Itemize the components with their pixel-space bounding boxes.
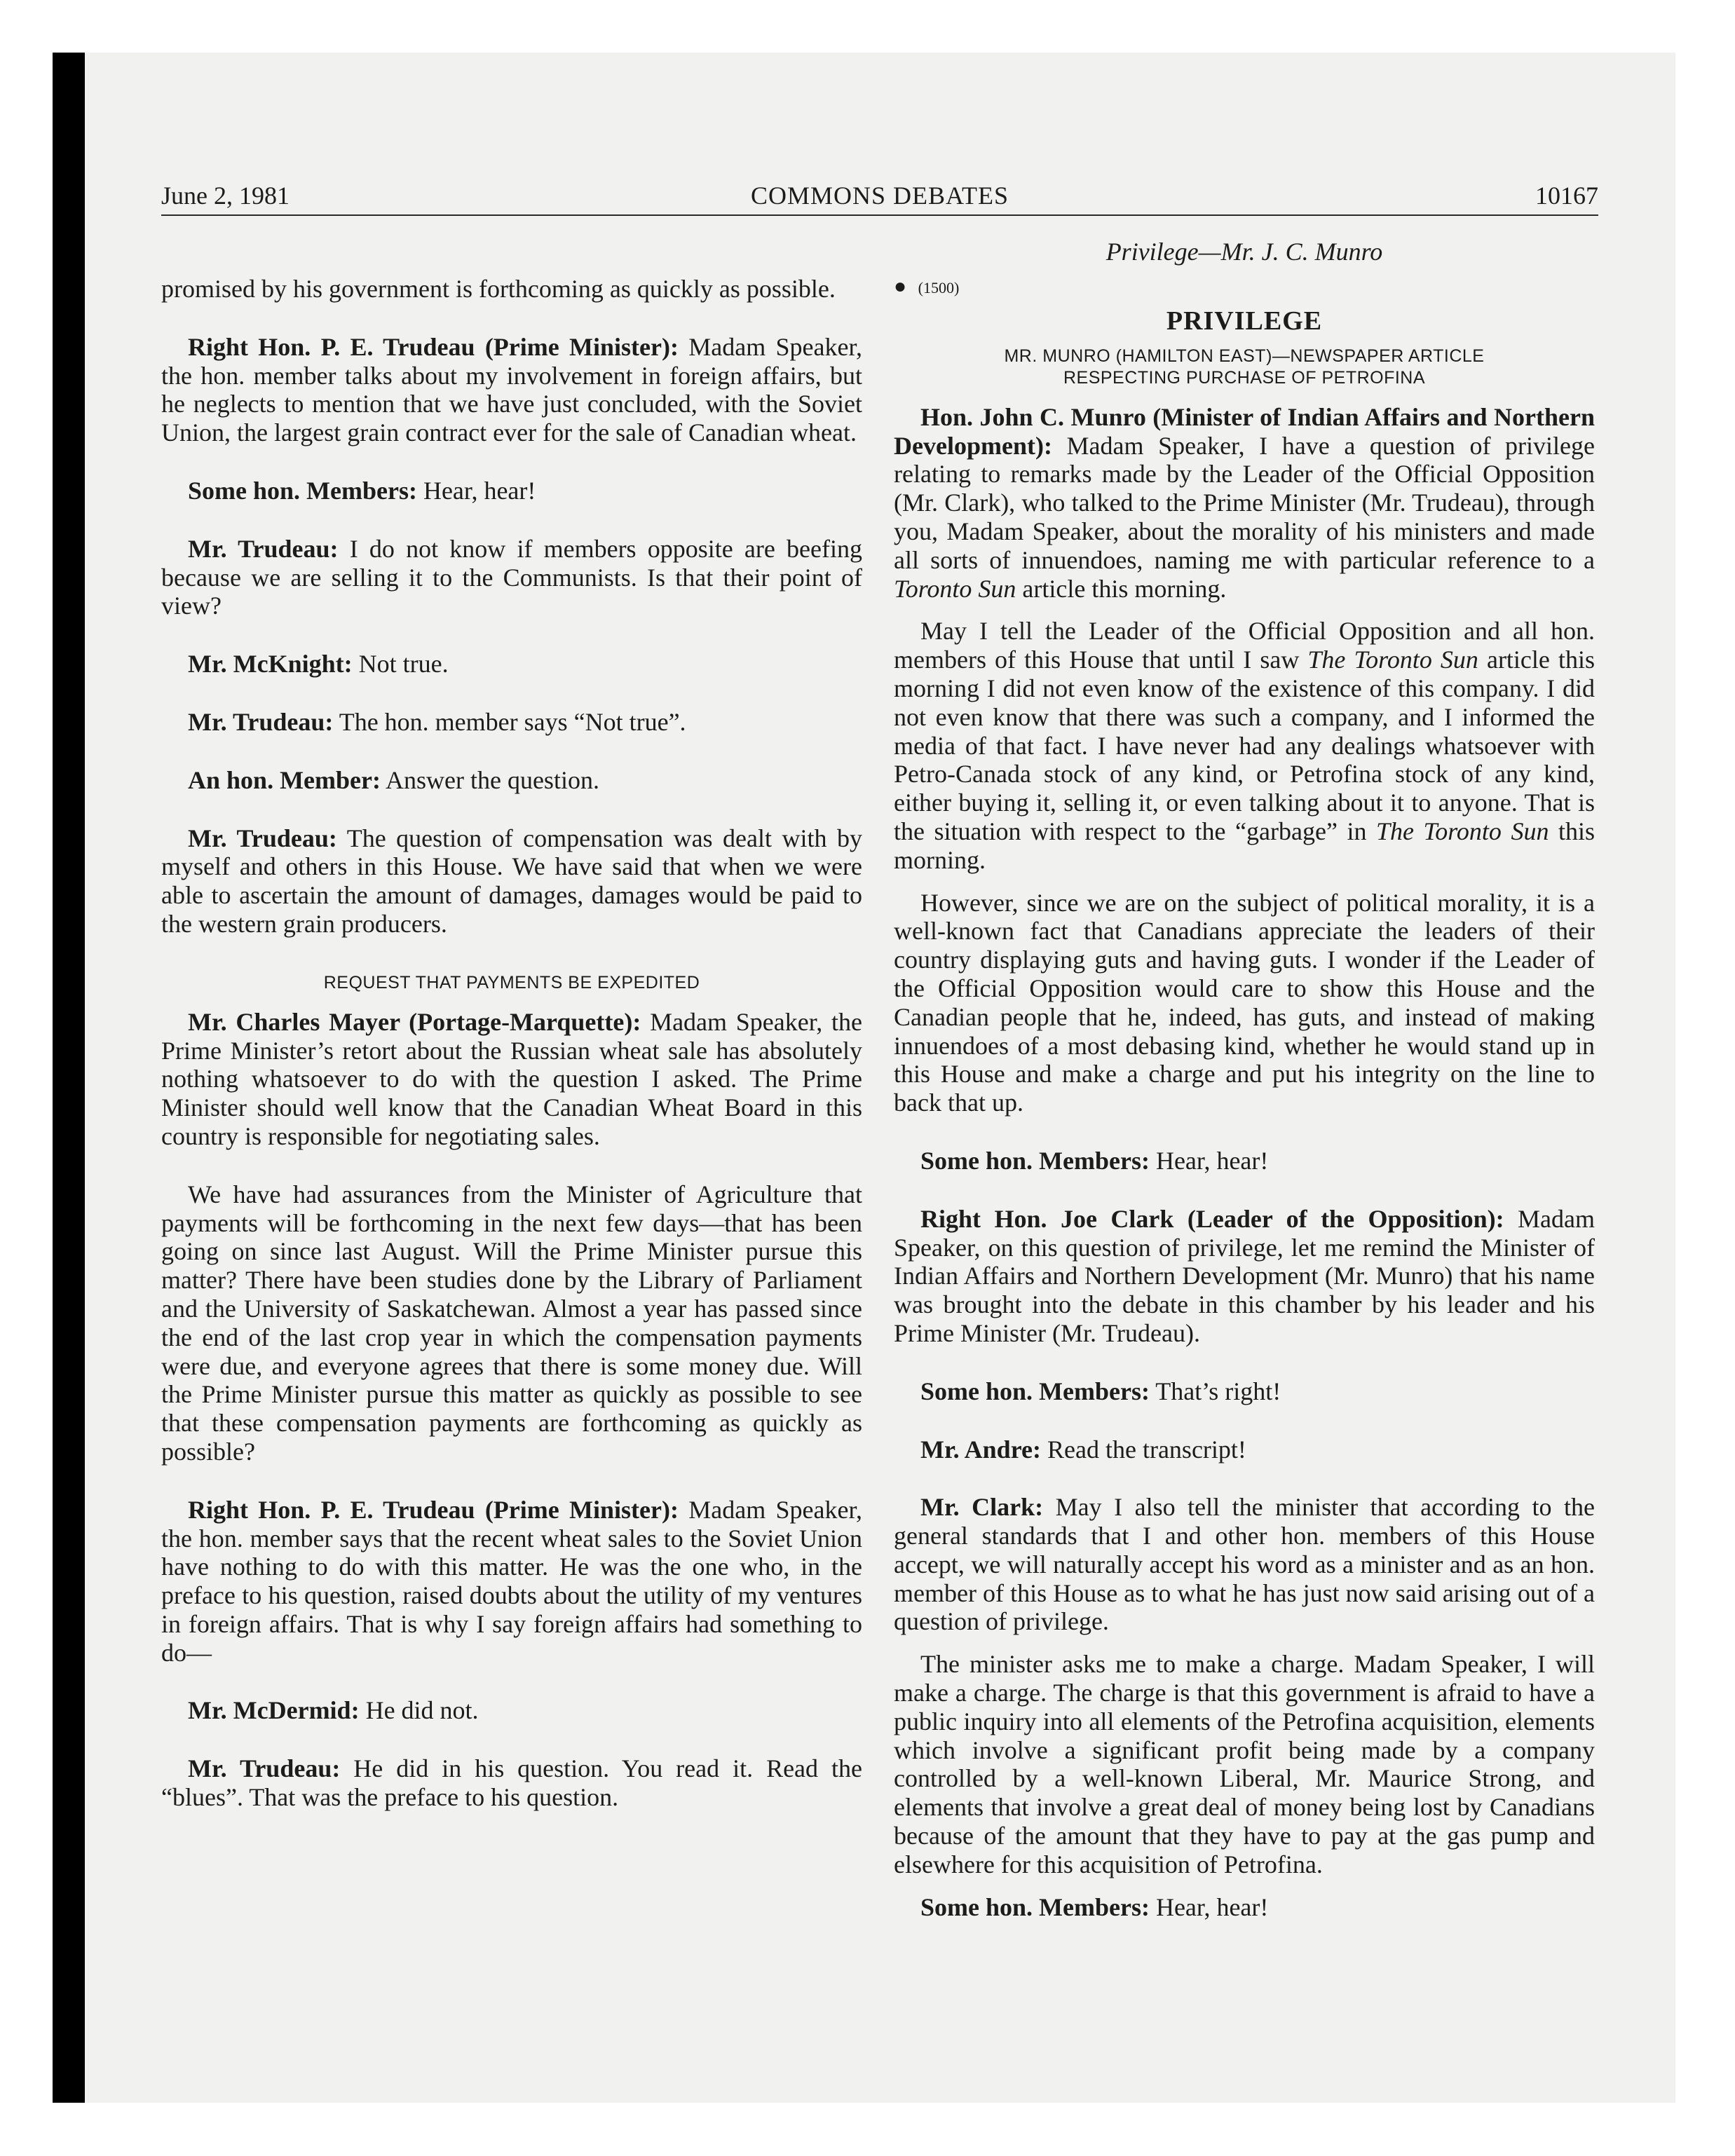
speaker: Some hon. Members: <box>920 1892 1150 1921</box>
speaker: Some hon. Members: <box>920 1377 1150 1405</box>
section-heading: PRIVILEGE <box>1166 306 1323 336</box>
binding-edge <box>53 53 85 2103</box>
section-subheading: REQUEST THAT PAYMENTS BE EXPEDITED <box>323 972 700 992</box>
paragraph: We have had assurances from the Minister of Agriculture that payments will be forthcoming in the next few days—that has been going on since last August. Will the Prime Minister pursue this matter? There have been studies done by the Library of Parliament and the University of Saskatchewan. Almost a year has passed since the end of the last crop year in which the compensation payments were due, and everyone agrees that there is some money due. Will the Prime Minister pursue this matter as quickly as possible to see that these compensation payments are forthcoming as quickly as possible? <box>161 1180 862 1466</box>
speaker: Mr. Trudeau: <box>188 534 339 563</box>
header-rule <box>161 214 1598 216</box>
speech: Mr. Trudeau: The question of compensation was dealt with by myself and others in this House. We have said that when we were able to ascertain the amount of damages, damages would be paid to the western grain producers. <box>161 824 863 938</box>
running-head: Privilege—Mr. J. C. Munro <box>1105 238 1383 266</box>
speech: Mr. Trudeau: He did in his question. You read it. Read the “blues”. That was the preface to his question. <box>161 1754 862 1812</box>
speech: Some hon. Members: Hear, hear! <box>920 1146 1269 1175</box>
speaker: Mr. McKnight: <box>188 650 353 678</box>
bullet-icon: ● <box>894 275 907 298</box>
speaker: An hon. Member: <box>188 765 381 794</box>
right-column <box>894 275 1595 1935</box>
timestamp-text: (1500) <box>918 279 960 296</box>
paragraph: However, since we are on the subject of political morality, it is a well-known fact that Canadians appreciate the leaders of their country displaying guts and having guts. I wonder if the Leader of the Official Opposition would care to show this House and the Canadian people that he, indeed, has guts, and instead of making innuendoes of a most debasing kind, whether he would stand up in this House and make a charge and put his integrity on the line to back that up. <box>894 888 1595 1117</box>
speaker: Mr. Trudeau: <box>188 1754 341 1783</box>
speech: Some hon. Members: Hear, hear! <box>188 476 536 505</box>
speaker: Mr. Trudeau: <box>188 824 337 852</box>
speaker: Some hon. Members: <box>188 476 417 505</box>
speaker: Mr. Clark: <box>920 1493 1044 1522</box>
section-subheading: MR. MUNRO (HAMILTON EAST)—NEWSPAPER ARTICLE RESPECTING PURCHASE OF PETROFINA <box>1004 346 1485 388</box>
speaker: Right Hon. P. E. Trudeau (Prime Minister): <box>188 332 679 361</box>
page-header <box>161 181 1598 216</box>
left-column <box>161 275 862 1826</box>
speaker: Mr. Trudeau: <box>188 707 334 736</box>
speaker: Right Hon. Joe Clark (Leader of the Opposition): <box>920 1204 1504 1233</box>
speech: Mr. Trudeau: The hon. member says “Not true”. <box>188 707 686 736</box>
speaker: Mr. Charles Mayer (Portage-Marquette): <box>188 1007 641 1036</box>
page-number: 10167 <box>1535 182 1598 210</box>
speech: Some hon. Members: That’s right! <box>920 1377 1281 1405</box>
speech: Mr. McDermid: He did not. <box>188 1696 479 1725</box>
paragraph: promised by his government is forthcoming as quickly as possible. <box>161 275 836 303</box>
speaker: Right Hon. P. E. Trudeau (Prime Minister): <box>188 1495 679 1524</box>
paragraph: May I tell the Leader of the Official Opposition and all hon. members of this House that until I saw The Toronto Sun article this morning I did not even know of the existence of this company. I did not even know that there was such a company, and I informed the media of that fact. I have never had any dealings whatsoever with Petro-Canada stock of any kind, or Petrofina stock of any kind, either buying it, selling it, or even talking about it to anyone. That is the situation with respect to the “garbage” in The Toronto Sun this morning. <box>894 617 1595 874</box>
header-title: COMMONS DEBATES <box>750 182 1009 210</box>
speaker: Hon. John C. Munro (Minister of Indian Affairs and Northern Development): <box>894 402 1595 460</box>
speaker: Mr. Andre: <box>920 1435 1042 1464</box>
speech: Some hon. Members: Hear, hear! <box>920 1892 1269 1921</box>
speech: Mr. Clark: May I also tell the minister that according to the general standards that I and other hon. members of this House accept, we will naturally accept his word as a minister and as an hon. member of this House as to what he has just now said arising out of a question of privilege. <box>894 1493 1595 1636</box>
speech: Mr. Charles Mayer (Portage-Marquette): Madam Speaker, the Prime Minister’s retort about the Russian wheat sale has absolutely nothing whatsoever to do with the question I asked. The Prime Minister should well know that the Canadian Wheat Board in this country is responsible for negotiating sales. <box>161 1007 862 1150</box>
timestamp <box>894 275 1595 300</box>
speech: An hon. Member: Answer the question. <box>188 765 599 794</box>
speaker: Some hon. Members: <box>920 1146 1150 1175</box>
speech: Right Hon. P. E. Trudeau (Prime Minister): Madam Speaker, the hon. member talks about my involvement in foreign affairs, but he neglects to mention that we have just concluded, with the Soviet Union, the largest grain contract ever for the sale of Canadian wheat. <box>161 332 862 447</box>
speech: Mr. McKnight: Not true. <box>188 650 449 678</box>
speaker: Mr. McDermid: <box>188 1696 360 1725</box>
speech: Right Hon. P. E. Trudeau (Prime Minister): Madam Speaker, the hon. member says that the recent wheat sales to the Soviet Union have nothing to do with this matter. He was the one who, in the preface to his question, raised doubts about the utility of my ventures in foreign affairs. That is why I say foreign affairs had something to do— <box>161 1495 862 1667</box>
speech: Right Hon. Joe Clark (Leader of the Opposition): Madam Speaker, on this question of privilege, let me remind the Minister of Indian Affairs and Northern Development (Mr. Munro) that his name was brought into the debate in this chamber by his leader and his Prime Minister (Mr. Trudeau). <box>894 1204 1595 1347</box>
speech: Mr. Trudeau: I do not know if members opposite are beefing because we are selling it to the Communists. Is that their point of view? <box>161 534 863 620</box>
paragraph: The minister asks me to make a charge. Madam Speaker, I will make a charge. The charge is that this government is afraid to have a public inquiry into all elements of the Petrofina acquisition, elements which involve a significant profit being made by a company controlled by a well-known Liberal, Mr. Maurice Strong, and elements that involve a great deal of money being lost by Canadians because of the amount that they have to pay at the gas pump and elsewhere for this acquisition of Petrofina. <box>894 1650 1595 1878</box>
speech: Hon. John C. Munro (Minister of Indian Affairs and Northern Development): Madam Speaker, I have a question of privilege relating to remarks made by the Leader of the Official Opposition (Mr. Clark), who talked to the Prime Minister (Mr. Trudeau), through you, Madam Speaker, about the morality of his ministers and made all sorts of innuendoes, naming me with particular reference to a Toronto Sun article this morning. <box>894 402 1595 603</box>
header-date: June 2, 1981 <box>161 182 290 210</box>
speech: Mr. Andre: Read the transcript! <box>920 1435 1246 1464</box>
